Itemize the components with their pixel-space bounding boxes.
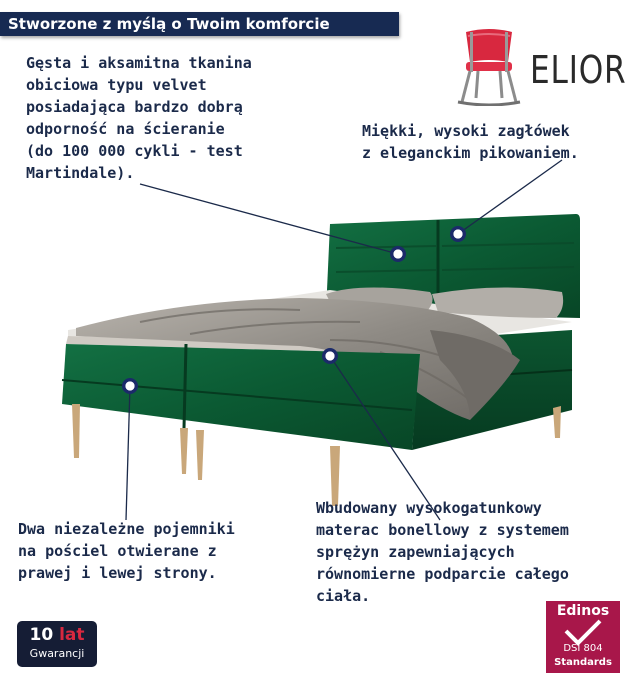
edinos-name: Edinos xyxy=(556,603,610,619)
warranty-label: Gwarancji xyxy=(29,647,85,660)
bed-base-front xyxy=(62,344,420,450)
header-title: Stworzone z myślą o Twoim komforcie xyxy=(8,15,330,33)
warranty-number: 10 xyxy=(29,625,54,645)
warranty-badge xyxy=(17,621,97,667)
callout-containers: Dwa niezależne pojemniki na pościel otwierane z prawej i lewej strony. xyxy=(18,520,235,582)
edinos-label: Standards xyxy=(554,657,612,668)
callout-fabric: Gęsta i aksamitna tkanina obiciowa typu velvet posiadająca bardzo dobrą odporność na ścieranie (do 100 000 cykli - test Martindale). xyxy=(26,54,252,182)
edinos-badge xyxy=(546,601,620,673)
edinos-code: DSI 804 xyxy=(563,643,603,654)
callout-mattress: Wbudowany wysokogatunkowy materac bonellowy z systemem sprężyn zapewniających równomierne podparcie całego ciała. xyxy=(316,499,569,605)
warranty-unit: lat xyxy=(59,625,85,645)
callout-headboard: Miękki, wysoki zagłówek z eleganckim pikowaniem. xyxy=(362,122,579,162)
brand-name: ELIOR xyxy=(530,48,627,92)
